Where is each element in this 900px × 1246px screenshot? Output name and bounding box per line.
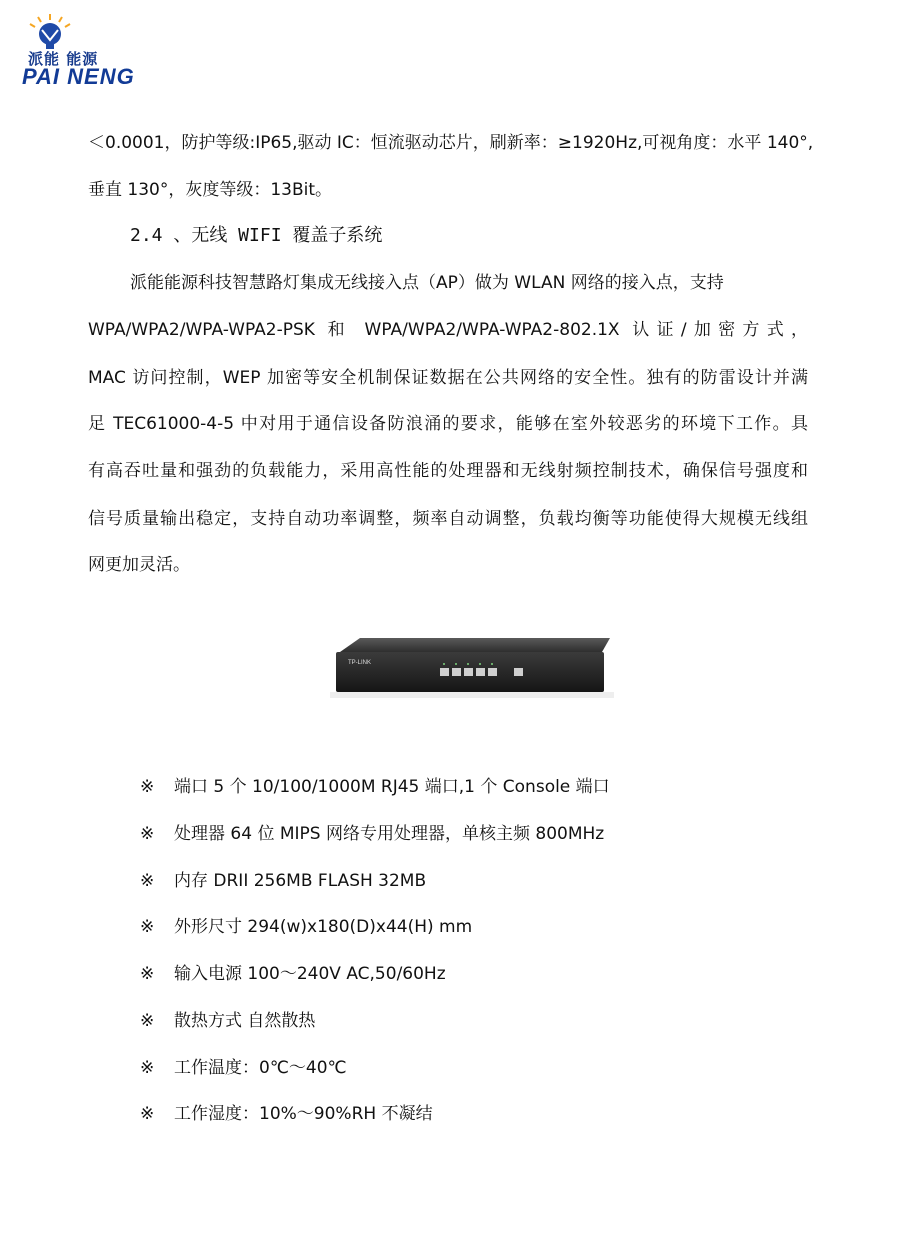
spec-item-cooling xyxy=(140,1009,315,1033)
spec-text: 散热方式 自然散热 xyxy=(174,1011,316,1031)
spec-text: 工作湿度：10%～90%RH 不凝结 xyxy=(174,1104,433,1124)
brand-label: TP-LINK xyxy=(348,660,372,666)
spec-text: 工作温度：0℃～40℃ xyxy=(174,1058,347,1078)
logo-chinese-name: 派能 能源 xyxy=(28,50,99,68)
spec-item-temperature xyxy=(140,1056,347,1080)
paragraph-line: 网更加灵活。 xyxy=(88,555,190,575)
spec-text: 输入电源 100～240V AC,50/60Hz xyxy=(174,964,446,984)
reference-mark: ※ xyxy=(140,1058,155,1078)
continuation-line-1: ＜0.0001，防护等级:IP65,驱动 IC：恒流驱动芯片，刷新率：≥1920Hz,可视角度：水平 140°, xyxy=(88,133,814,153)
spec-item-dimensions xyxy=(140,915,472,939)
spec-text: 处理器 64 位 MIPS 网络专用处理器，单核主频 800MHz xyxy=(174,824,605,844)
spec-text: 内存 DRII 256MB FLASH 32MB xyxy=(174,871,427,891)
section-heading: 2.4 、无线 WIFI 覆盖子系统 xyxy=(130,225,383,246)
logo-english-name: PAI NENG xyxy=(22,64,135,89)
reference-mark: ※ xyxy=(140,1011,155,1031)
paragraph-line: 信号质量输出稳定，支持自动功率调整，频率自动调整，负载均衡等功能使得大规模无线组 xyxy=(88,509,808,529)
paragraph-line: MAC 访问控制，WEP 加密等安全机制保证数据在公共网络的安全性。独有的防雷设计并满 xyxy=(88,368,808,388)
reference-mark: ※ xyxy=(140,1104,155,1124)
lightbulb-icon xyxy=(20,12,80,52)
spec-item-power xyxy=(140,962,446,986)
spec-text: 端口 5 个 10/100/1000M RJ45 端口,1 个 Console 端口 xyxy=(174,777,610,797)
paragraph-line: WPA/WPA2/WPA-WPA2-PSK 和 WPA/WPA2/WPA-WPA2-802.1X 认证/加密方式， xyxy=(88,320,808,340)
spec-item-memory xyxy=(140,869,426,893)
reference-mark: ※ xyxy=(140,777,155,797)
spec-item-processor xyxy=(140,822,604,846)
reference-mark: ※ xyxy=(140,917,155,937)
paragraph-line: 派能能源科技智慧路灯集成无线接入点（AP）做为 WLAN 网络的接入点，支持 xyxy=(130,273,724,293)
reference-mark: ※ xyxy=(140,871,155,891)
reference-mark: ※ xyxy=(140,824,155,844)
paragraph-line: 足 TEC61000-4-5 中对用于通信设备防浪涌的要求，能够在室外较恶劣的环境下工作。具 xyxy=(88,414,808,434)
access-controller-device-photo xyxy=(330,634,614,700)
paragraph-line: 有高吞吐量和强劲的负载能力，采用高性能的处理器和无线射频控制技术，确保信号强度和 xyxy=(88,461,808,481)
continuation-line-2: 垂直 130°，灰度等级：13Bit。 xyxy=(88,180,333,200)
spec-text: 外形尺寸 294(w)x180(D)x44(H) mm xyxy=(174,917,473,937)
spec-item-humidity xyxy=(140,1102,433,1126)
reference-mark: ※ xyxy=(140,964,155,984)
company-logo xyxy=(20,12,148,88)
spec-item-ports xyxy=(140,775,610,799)
